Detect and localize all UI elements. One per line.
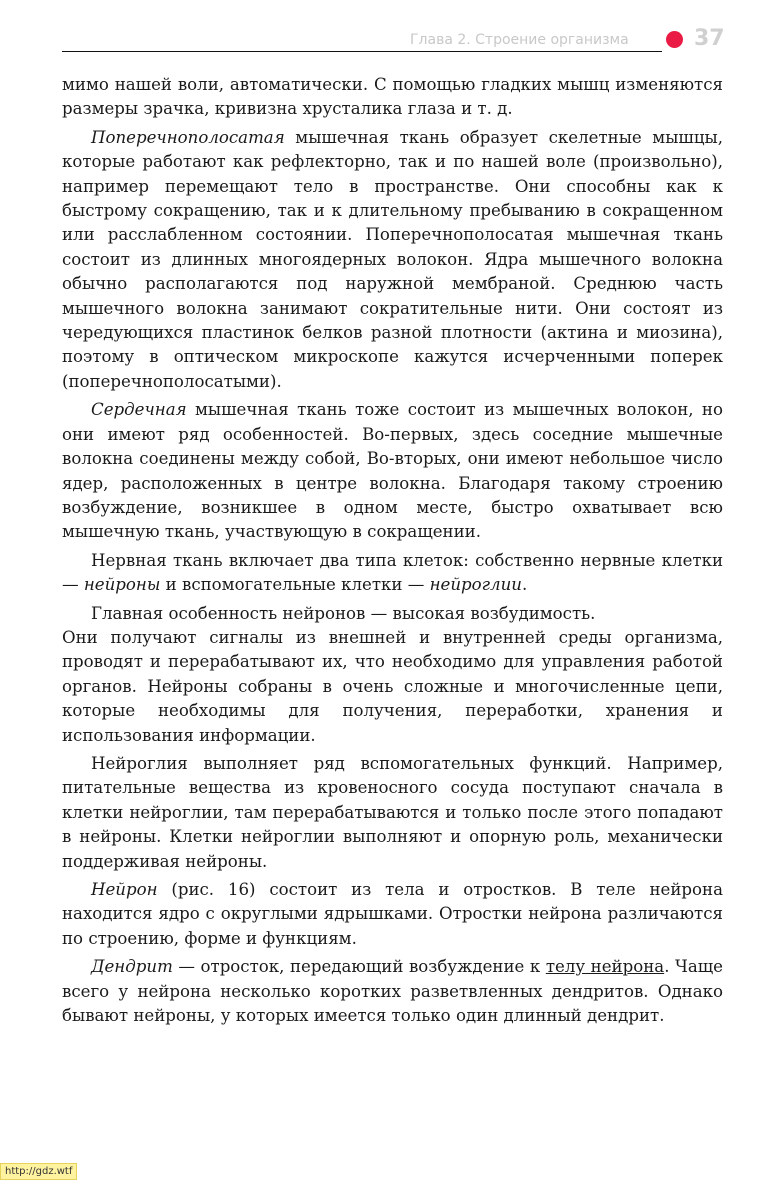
paragraph-text: (рис. 16) состоит из тела и отростков. В теле нейрона находится ядро с округлыми ядрышками. Отростки нейрона различаются по строению, форме и функциям. xyxy=(62,880,723,948)
paragraph-text: и вспомогательные клетки — xyxy=(160,575,430,595)
paragraph-neuron-signals: Они получают сигналы из внешней и внутренней среды организма, проводят и перерабатывают их, что необходимо для управления работой органов. Нейроны собраны в очень сложные и многочисленные цепи, которые необходимы для получения, переработки, хранения и использования информации. xyxy=(62,627,723,745)
paragraph-neuron xyxy=(62,878,723,951)
paragraph-text: мышечная ткань образует скелетные мышцы, которые работают как рефлекторно, так и по нашей воле (произвольно), например перемещают тело в пространстве. Они способны как к быстрому сокращению, так и к длительному пребыванию в сокращенном или расслабленном состоянии. Поперечнополосатая мышечная ткань состоит из длинных многоядерных волокон. Ядра мышечного волокна обычно располагаются под наружной мембраной. Среднюю часть мышечного волокна занимают сократительные нити. Они состоят из чередующихся пластинок белков разной плотности (актина и миозина), поэтому в оптическом микроскопе кажутся исчерченными поперек (поперечнополосатыми). xyxy=(62,127,723,391)
page-marker-dot-icon xyxy=(666,31,683,48)
term-neuroglia: нейроглии xyxy=(429,575,522,595)
header-rule xyxy=(62,51,662,52)
paragraph-striated-muscle xyxy=(62,126,723,394)
term-neuron: Нейрон xyxy=(91,880,158,899)
paragraph-dendrite xyxy=(62,955,723,1028)
term-cardiac: Сердечная xyxy=(91,400,187,420)
term-dendrite: Дендрит xyxy=(91,957,173,977)
watermark-link[interactable]: http://gdz.wtf xyxy=(0,1163,77,1180)
term-striated: Поперечнополосатая xyxy=(91,127,285,147)
paragraph-text: мышечная ткань тоже состоит из мышечных волокон, но они имеют ряд особенностей. Во-первых, здесь соседние мышечные волокна соединены между собой, Во-вторых, они имеют небольшое число ядер, расположенных в центре волокна. Благодаря такому строению возбуждение, возникшее в одном месте, быстро охватывает всю мышечную ткань, участвующую в сокращении. xyxy=(62,400,723,542)
underlined-text: телу нейрона xyxy=(545,957,665,977)
paragraph-text: . xyxy=(521,575,528,595)
paragraph-neuron-feature: Главная особенность нейронов — высокая возбудимость. xyxy=(91,603,596,623)
term-neurons: нейроны xyxy=(83,575,161,595)
paragraph-cardiac-muscle xyxy=(62,398,723,544)
running-title: Глава 2. Строение организма xyxy=(410,32,629,48)
paragraph-text: . Чаще всего у нейрона несколько коротких разветвленных дендритов. Однако бывают нейроны, у которых имеется только один длинный дендрит. xyxy=(62,957,723,1026)
page-body xyxy=(62,73,723,1028)
paragraph-text: — отросток, передающий возбуждение к xyxy=(172,957,546,977)
page-number: 37 xyxy=(694,26,725,51)
paragraph-text: Нервная ткань включает два типа клеток: собственно нервные клетки — xyxy=(62,550,723,595)
paragraph-smooth-muscle-end: мимо нашей воли, автоматически. С помощью гладких мышц изменяются размеры зрачка, кривизна хрусталика глаза и т. д. xyxy=(62,75,723,119)
paragraph-neuroglia: Нейроглия выполняет ряд вспомогательных функций. Например, питательные вещества из кровеносного сосуда поступают сначала в клетки нейроглии, там перерабатываются и только после этого попадают в нейроны. Клетки нейроглии выполняют и опорную роль, механически поддерживая нейроны. xyxy=(62,753,723,871)
paragraph-nervous-tissue xyxy=(62,549,723,598)
